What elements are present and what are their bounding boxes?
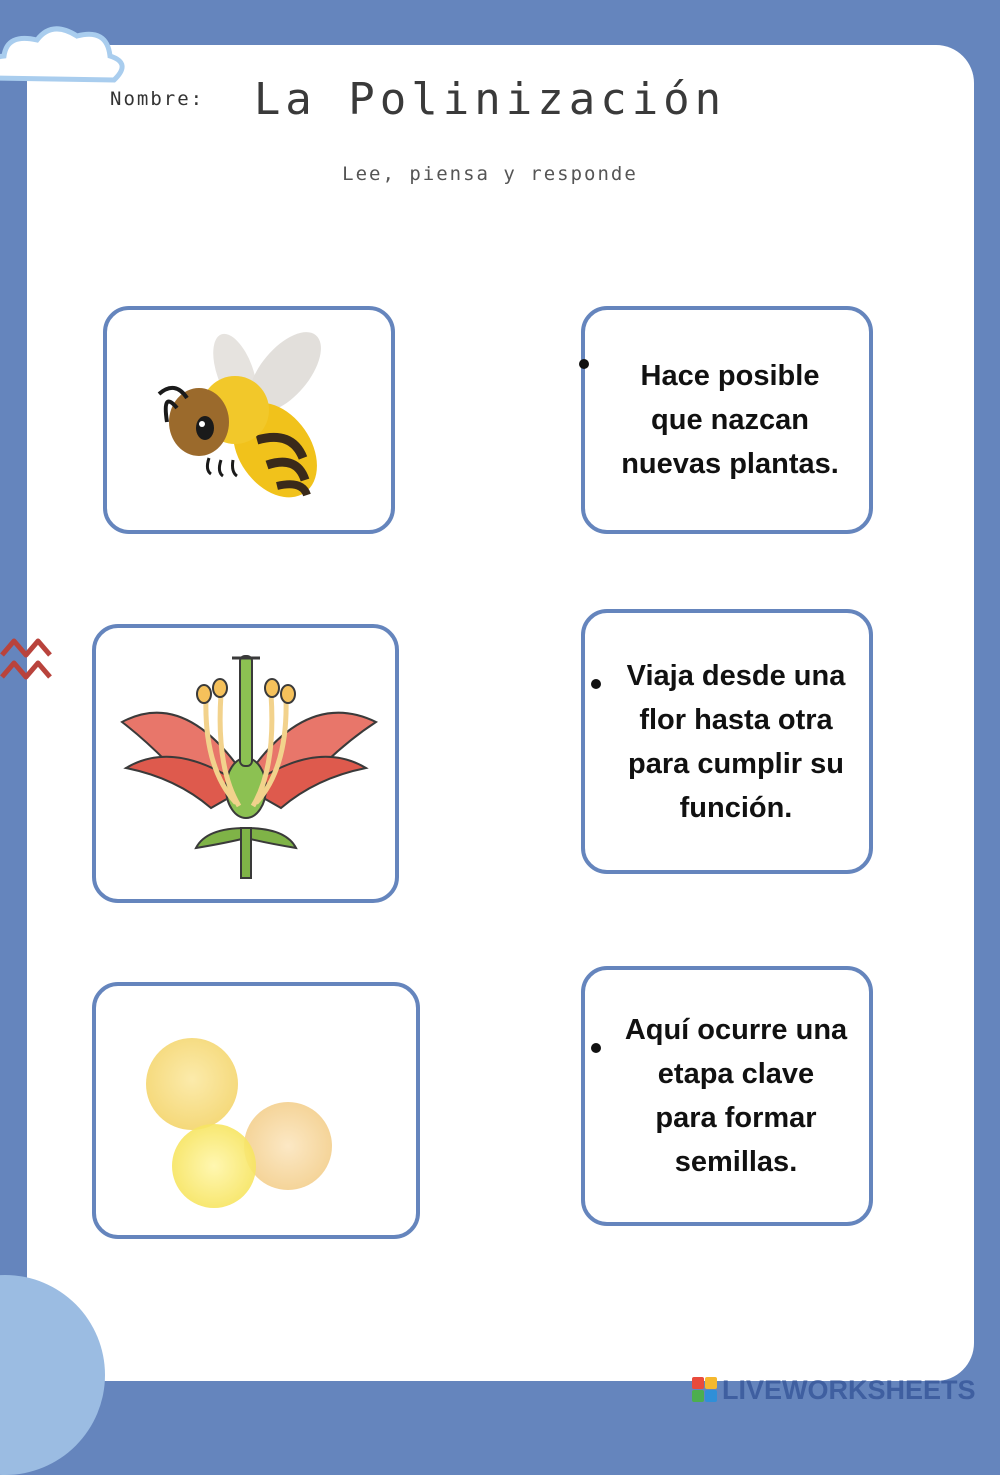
page-subtitle: Lee, piensa y responde [342,163,638,185]
name-label: Nombre: [110,88,205,110]
image-card-bee[interactable] [103,306,395,534]
text-card-3[interactable] [581,966,873,1226]
bullet-icon [591,1043,601,1053]
liveworksheets-watermark [692,1372,992,1408]
bee-icon [107,310,391,530]
text-card-1[interactable] [581,306,873,534]
image-card-flower[interactable] [92,624,399,903]
text-card-2-text: Viaja desde una flor hasta otra para cumplir su función. [626,659,846,824]
zigzag-decoration [0,633,60,687]
flower-cross-section-icon [96,628,395,899]
bullet-icon [579,359,589,369]
page-title: La Polinización [253,74,727,125]
text-card-3-text: Aquí ocurre una etapa clave para formar semillas. [624,1014,848,1178]
text-card-2[interactable] [581,609,873,874]
liveworksheets-logo-icon [692,1377,718,1403]
text-card-1-text: Hace posible que nazcan nuevas plantas. [621,360,839,480]
bullet-icon [591,679,601,689]
pollen-grains-icon [96,986,416,1235]
watermark-text: LIVEWORKSHEETS [722,1374,976,1405]
image-card-pollen[interactable] [92,982,420,1239]
cloud-decoration [0,18,132,98]
